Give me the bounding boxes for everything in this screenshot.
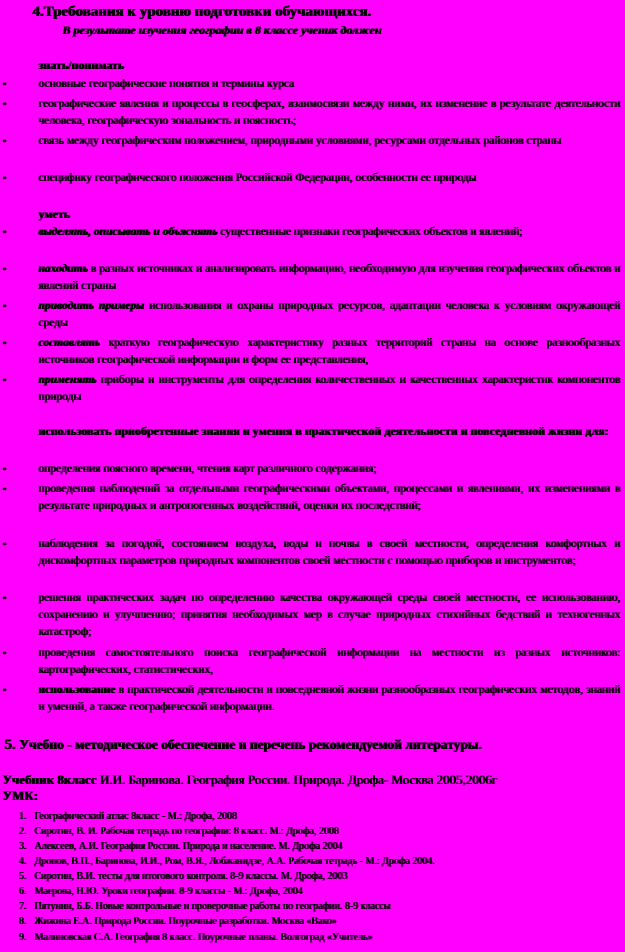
bullet-icon: • [2, 591, 7, 605]
bullet-icon: • [2, 171, 7, 185]
umk-label: УМК: [2, 788, 38, 803]
bullet-icon: • [2, 134, 7, 148]
bullet-icon: • [2, 77, 7, 91]
section-5-heading: 5. Учебно - методическое обеспечение и перечень рекомендуемой литературы. [4, 737, 482, 753]
textbook-paragraph: Учебник 8класс И.И. Баринова. География России. Природа. Дрофа- Москва 2005,2006г УМК: [2, 772, 497, 803]
bullet-icon: • [2, 97, 7, 111]
bullet-icon: • [2, 646, 7, 660]
bullet-icon: • [2, 225, 7, 239]
bullet-icon: • [2, 336, 7, 350]
textbook-label: Учебник 8класс [2, 772, 97, 787]
section-title: 4.Требования к уровню подготовки обучающихся. [32, 4, 371, 20]
know-heading: знать/понимать [38, 58, 124, 72]
bullet-icon: • [2, 299, 7, 313]
bullet-icon: • [2, 462, 7, 476]
bullet-icon: • [2, 537, 7, 551]
can-heading: уметь [38, 207, 70, 221]
bullet-icon: • [2, 683, 7, 697]
bullet-icon: • [2, 262, 7, 276]
bullet-icon: • [2, 373, 7, 387]
document-page: 4.Требования к уровню подготовки обучающихся. В результате изучения географии в 8 классе ученик должен знать/понимать • основные географические понятия и термины курса • географические явления и процессы в геосферах, взаимосвязи между ними, их изменение в результате деятельности человека, географическую зональность и поясность; • связь между географическим положением, природными условиями, ресурсами отдельных районов страны • специфику географического положения Российской Федерации, особенности ее природы уметь • выделять, описывать и объяснять существенные признаки географических объектов и явлений; • находить в разных источниках и анализировать информацию, необходимую для изучения географических объектов и явлений страны • приводить примеры использования и охраны природных ресурсов, адаптации человека к условиям окружающей среды • составлять краткую географическую характеристику разных территорий страны на основе разнообразных источников географической информации и форм ее представления, • применять приборы и инструменты для определения количественных и качественных характеристик компонентов природы использовать приобретенные знания и умения в практической деятельности и повседневной жизни для: • определения поясного времени, чтения карт различного содержания; • проведения наблюдений за отдельными географическими объектами, процессами и явлениями, их изменениями в результате природных и антропогенных воздействий, оценки их последствий; • наблюдения за погодой, состоянием воздуха, воды и почвы в своей местности, определения комфортных и дискомфортных параметров природных компонентов своей местности с помощью приборов и инструментов; • решения практических задач по определению качества окружающей среды своей местности, ее использованию, сохранению и улучшению; принятия необходимых мер в случае природных стихийных бедствий и техногенных катастроф; • проведения самостоятельного поиска географической информации на местности из разных источников: картографических, статистических, • использование в практической деятельности и повседневной жизни разнообразных географических методов, знаний и умений, а также географической информации. 5. Учебно - методическое обеспечение и перечень рекомендуемой литературы. Учебник 8класс И.И. Баринова. География России. Природа. Дрофа- Москва 2005,2006г УМК: 1. Географический атлас 8класс - М.: Дрофа, 2008 2. Сиротин, В. И. Рабочая тетрадь по географии: 8 класс. М.: Дрофа, 2008 3. Алексеев, А.И. География России. Природа и население. М. Дрофа 2004 4. Дронов, В.П., Баринова, И.И., Ром, В.Я., Лобжанидзе, А.А. Рабочая тетрадь - М.: Дрофа 2004. 5. Сиротин, В.И. тесты для итогового контроля. 8-9 классы. М. Дрофа, 2003 6. Маерова, Н.Ю. Уроки географии. 8-9 классы - М.: Дрофа, 2004 7. Пятунин, Б.Б. Новые контрольные и проверочные работы по географии. 8-9 классы 8. Жижина Е.А. Природа России. Поурочные разработки. Москва «Вако» 9. Малиновская С.А. География 8 класс. Поурочные планы. Волгоград «Учитель» [2, 4, 620, 943]
use-heading: использовать приобретенные знания и умения в практической деятельности и повседневной жизни для: [38, 424, 609, 438]
bullet-icon: • [2, 482, 7, 496]
section-subtitle: В результате изучения географии в 8 классе ученик должен [62, 23, 382, 37]
